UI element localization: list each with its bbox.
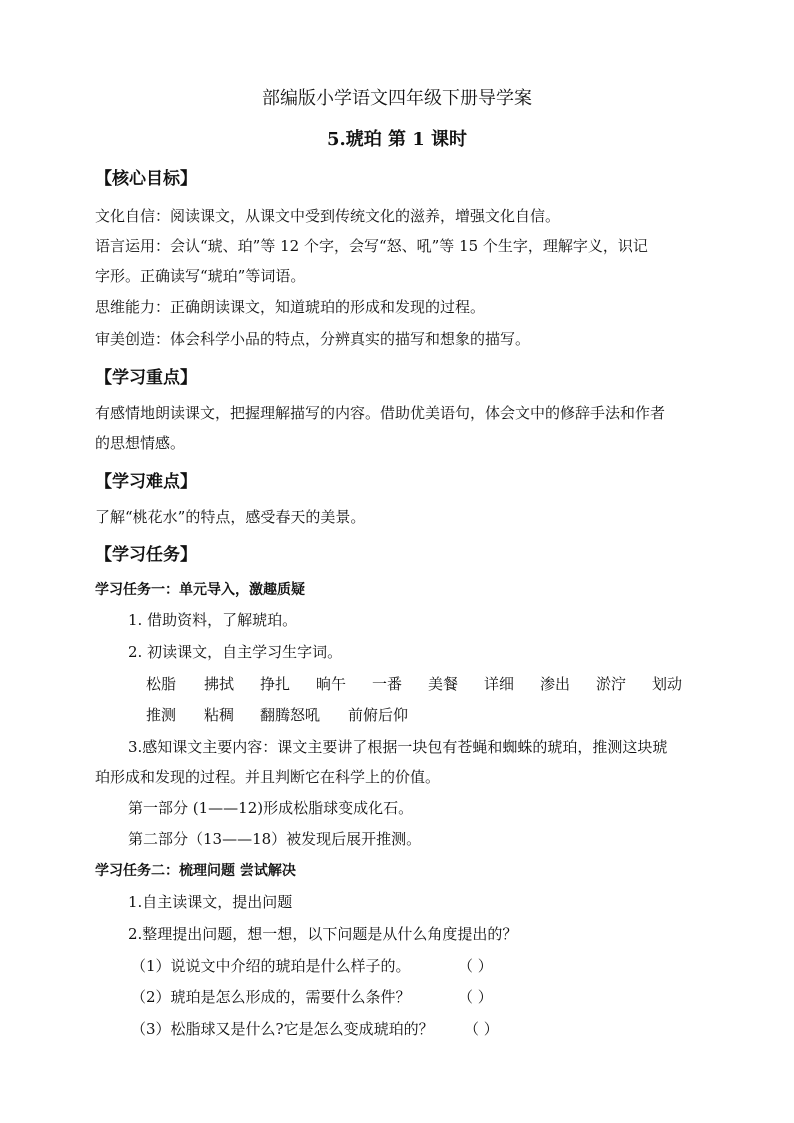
answer-blank[interactable]: （ ） <box>458 988 493 1006</box>
vocab-word: 一番 <box>372 675 403 693</box>
task1-part2: 第二部分（13——18）被发现后展开推测。 <box>128 830 422 848</box>
vocab-word: 挣扎 <box>260 675 291 693</box>
key-point-line: 的思想情感。 <box>95 434 186 452</box>
question-row <box>131 986 493 1008</box>
vocab-word: 粘稠 <box>204 706 235 724</box>
vocab-word: 划动 <box>652 675 683 693</box>
vocab-word: 美餐 <box>428 675 459 693</box>
key-point-line: 有感情地朗读课文，把握理解描写的内容。借助优美语句，体会文中的修辞手法和作者 <box>95 404 666 422</box>
vocab-word: 翻腾怒吼 <box>260 706 321 724</box>
vocab-word: 推测 <box>146 706 177 724</box>
tasks-heading: 【学习任务】 <box>95 545 197 565</box>
answer-blank[interactable]: （ ） <box>464 1020 499 1038</box>
key-points-heading: 【学习重点】 <box>95 368 197 388</box>
question-text: （1）说说文中介绍的琥珀是什么样子的。 <box>131 957 411 975</box>
task1-item3-line: 3.感知课文主要内容：课文主要讲了根据一块包有苍蝇和蜘蛛的琥珀，推测这块琥 <box>128 738 668 756</box>
vocab-word: 松脂 <box>146 675 177 693</box>
goal-line: 字形。正确读写“琥珀”等词语。 <box>95 267 306 285</box>
answer-blank[interactable]: （ ） <box>458 957 493 975</box>
goal-line: 语言运用：会认“琥、珀”等 12 个字，会写“怒、吼”等 15 个生字，理解字义，识记 <box>95 237 648 255</box>
question-text: （2）琥珀是怎么形成的，需要什么条件？ <box>131 988 411 1006</box>
vocab-word: 渗出 <box>540 675 571 693</box>
task1-item1: 1. 借助资料，了解琥珀。 <box>128 611 298 629</box>
difficulties-heading: 【学习难点】 <box>95 472 197 492</box>
vocab-word: 前俯后仰 <box>348 706 409 724</box>
task1-item2: 2. 初读课文，自主学习生字词。 <box>128 643 343 661</box>
task2-title: 学习任务二：梳理问题 尝试解决 <box>95 863 296 879</box>
core-goals-heading: 【核心目标】 <box>95 169 197 189</box>
vocab-word: 淤泞 <box>596 675 627 693</box>
vocab-word: 晌午 <box>316 675 347 693</box>
task1-item3-line: 珀形成和发现的过程。并且判断它在科学上的价值。 <box>95 768 441 786</box>
question-row <box>131 1018 499 1040</box>
task1-title: 学习任务一：单元导入，激趣质疑 <box>95 582 305 598</box>
vocab-word: 详细 <box>484 675 515 693</box>
document-title: 部编版小学语文四年级下册导学案 <box>262 88 532 109</box>
vocab-word: 拂拭 <box>204 675 235 693</box>
goal-line: 审美创造：体会科学小品的特点，分辨真实的描写和想象的描写。 <box>95 330 531 348</box>
goal-line: 文化自信：阅读课文，从课文中受到传统文化的滋养，增强文化自信。 <box>95 207 561 225</box>
difficulty-line: 了解“桃花水”的特点，感受春天的美景。 <box>95 508 366 526</box>
lesson-subtitle: 5.琥珀 第 1 课时 <box>326 129 468 150</box>
task2-item2: 2.整理提出问题，想一想，以下问题是从什么角度提出的？ <box>128 925 518 943</box>
question-text: （3）松脂球又是什么?它是怎么变成琥珀的？ <box>131 1020 434 1038</box>
question-row <box>131 955 493 977</box>
task1-part1: 第一部分 (1——12)形成松脂球变成化石。 <box>128 799 414 817</box>
task2-item1: 1.自主读课文，提出问题 <box>128 893 293 911</box>
goal-line: 思维能力：正确朗读课文，知道琥珀的形成和发现的过程。 <box>95 298 486 316</box>
